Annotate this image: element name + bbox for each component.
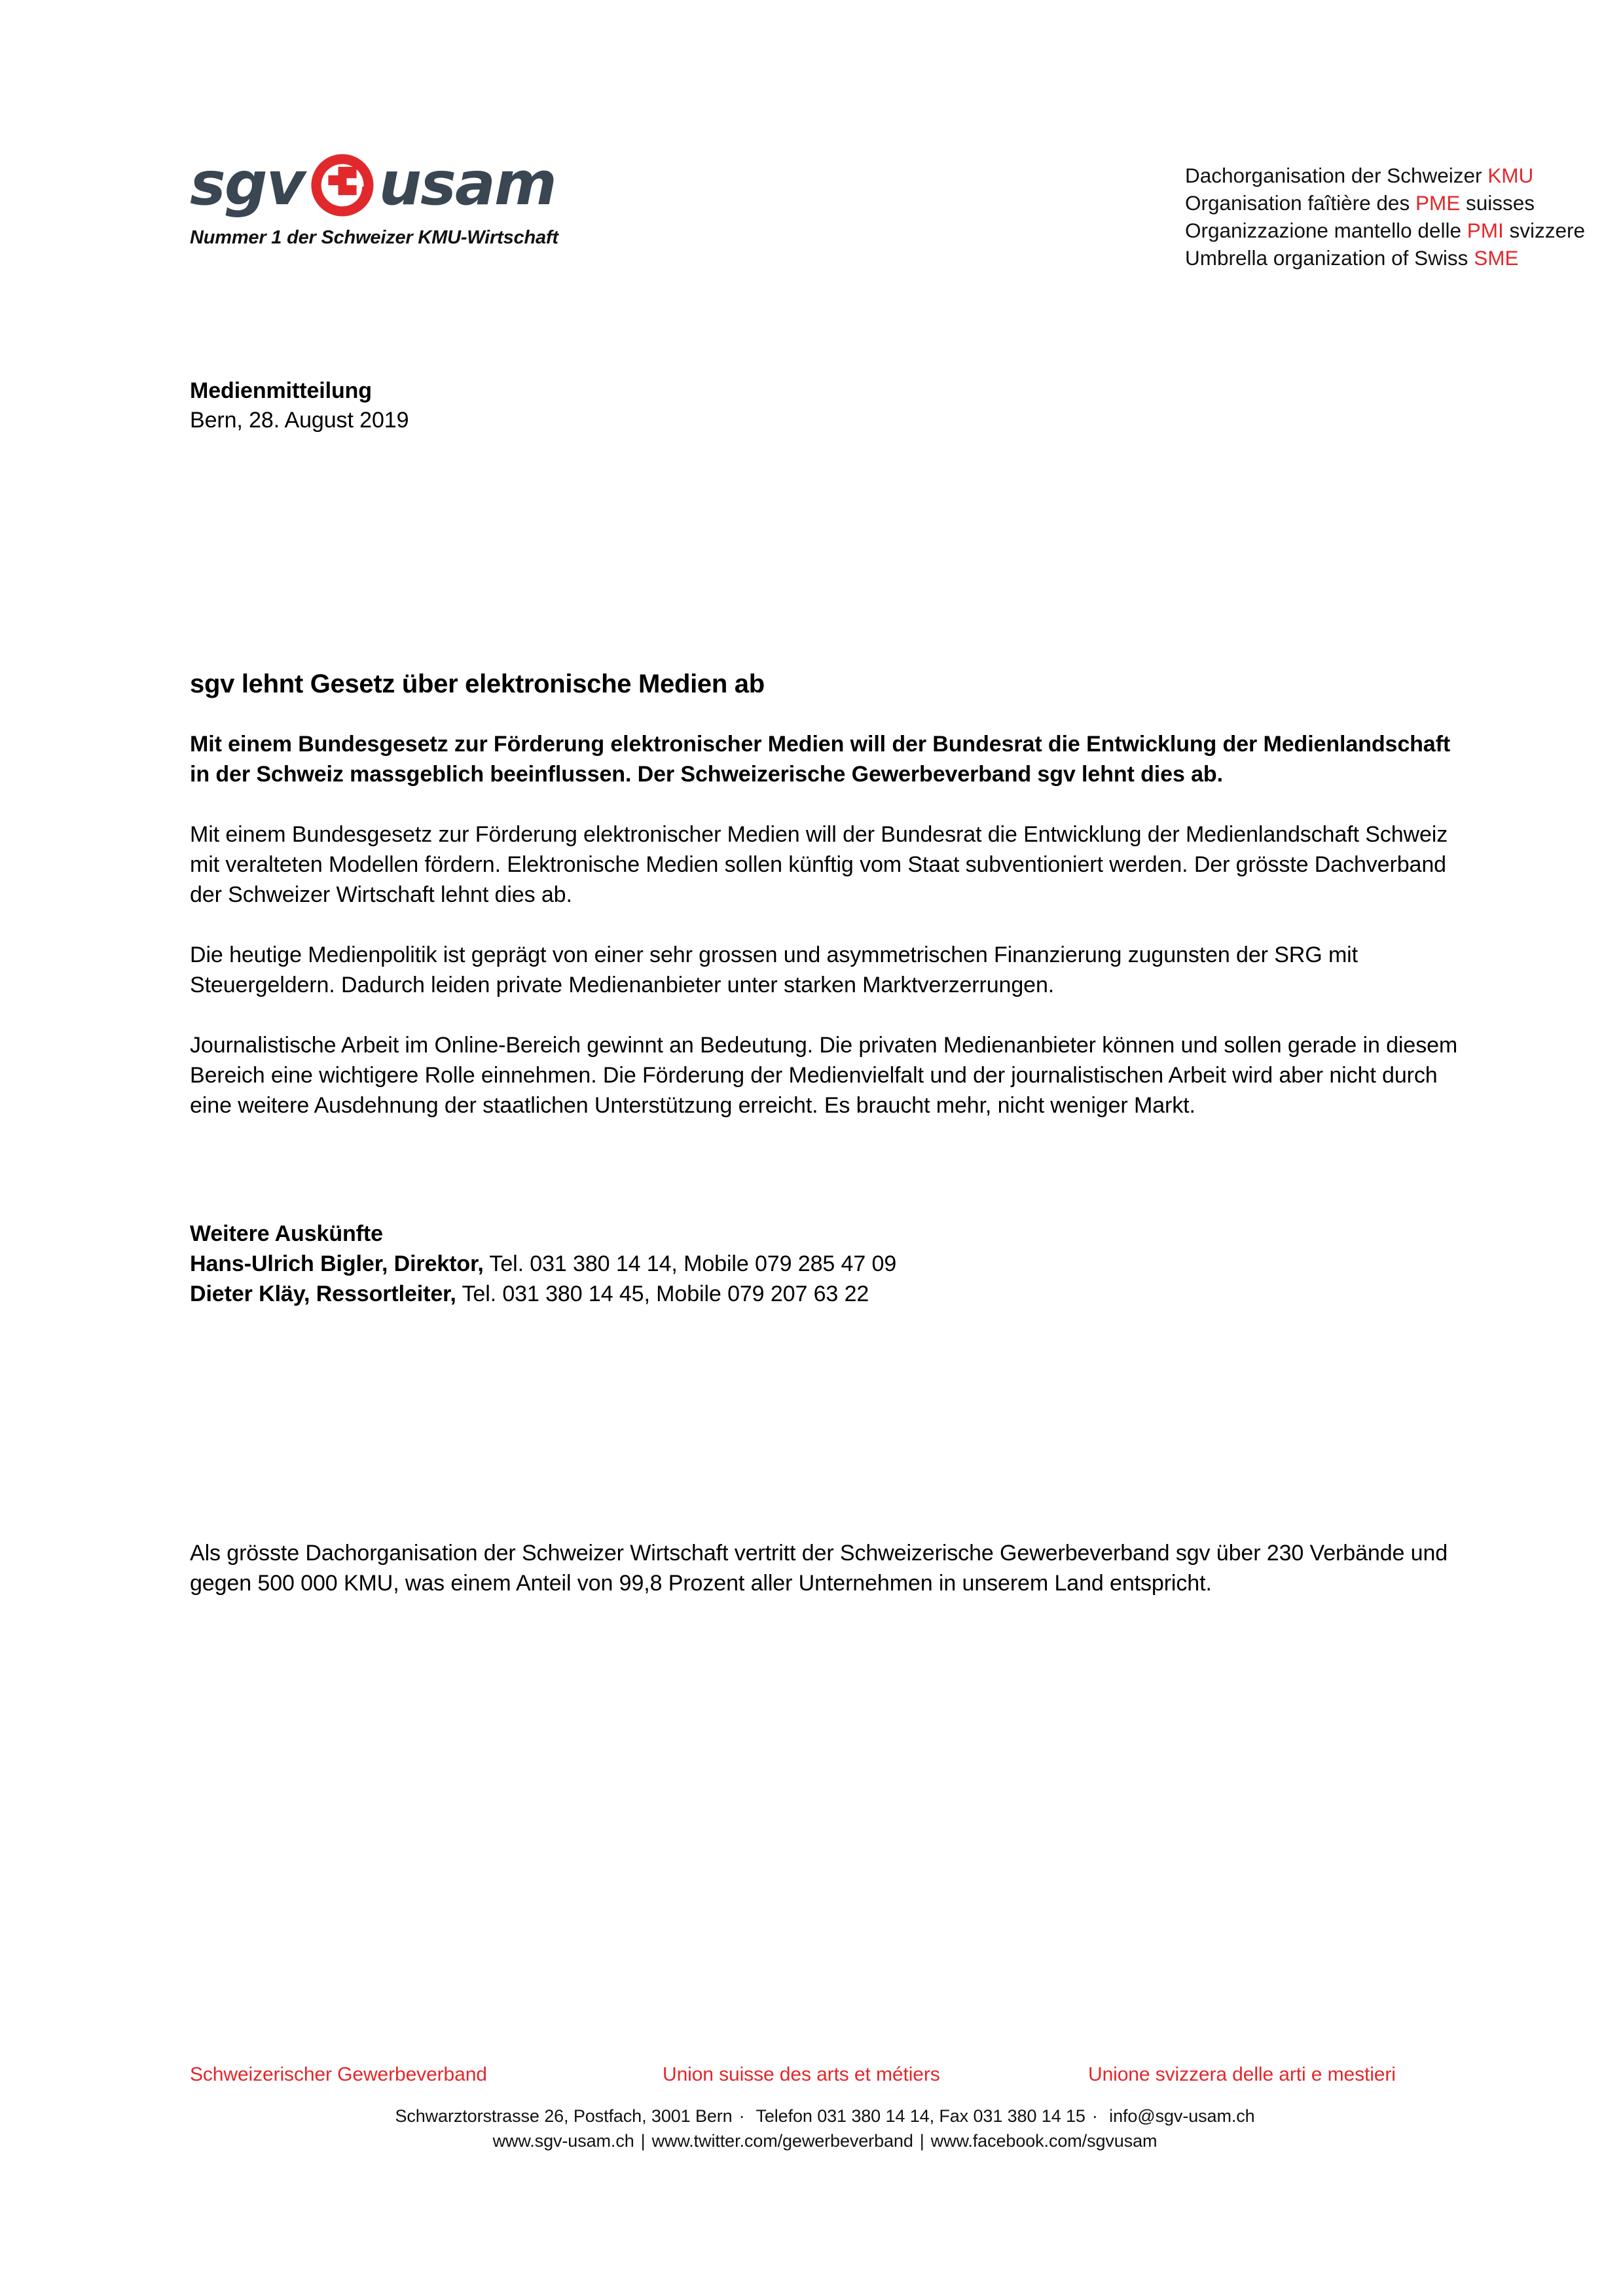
lead-paragraph: Mit einem Bundesgesetz zur Förderung elektronischer Medien will der Bundesrat die Entwicklung der Medienlandschaft in der Schweiz massgeblich beeinflussen. Der Schweizerische Gewerbeverband sgv lehnt dies ab. [190,732,1451,787]
dateline: Bern, 28. August 2019 [190,408,409,433]
footer-name-fr: Union suisse des arts et métiers [663,2064,940,2085]
contacts-heading: Weitere Auskünfte [190,1221,383,1246]
body-paragraph-3: Journalistische Arbeit im Online-Bereich gewinnt an Bedeutung. Die privaten Medienanbieter können und sollen gerade in diesem Bereich eine wichtigere Rolle einnehmen. Die Förderung der Medienvielfalt und der journalistischen Arbeit wird aber nicht durch eine weitere Ausdehnung der staatlichen Unterstützung erreicht. Es braucht mehr, nicht weniger Markt. [190,1033,1458,1118]
contact-person-2-name: Dieter Kläy, Ressortleiter, [190,1282,456,1306]
footer-facebook-link[interactable]: www.facebook.com/sgvusam [930,2131,1158,2151]
footer-organization-names [190,2062,1460,2090]
contact-person-1-details: Tel. 031 380 14 14, Mobile 079 285 47 09 [483,1251,897,1276]
page-header [190,147,1586,285]
language-line-it-highlight: PMI [1467,219,1504,242]
document-type-label: Medienmitteilung [190,378,372,403]
footer-links [190,2128,1460,2153]
language-line-fr-prefix: Organisation faîtière des [1185,191,1415,215]
footer-website-link[interactable]: www.sgv-usam.ch [492,2131,634,2151]
language-line-fr [1185,189,1585,217]
language-line-it-prefix: Organizzazione mantello delle [1185,219,1467,242]
footer-link-separator-1: | [640,2131,646,2151]
logo-text-sgv: sgv [190,149,304,219]
body-paragraph-2: Die heutige Medienpolitik ist geprägt von einer sehr grossen und asymmetrischen Finanzierung zugunsten der SRG mit Steuergeldern. Dadurch leiden private Medienanbieter unter starken Marktverzerrungen. [190,942,1358,997]
footer-link-separator-2: | [919,2131,924,2151]
language-line-en-highlight: SME [1474,246,1519,270]
organization-languages [1185,162,1585,272]
footer-email-link[interactable]: info@sgv-usam.ch [1109,2106,1255,2126]
language-line-en [1185,244,1585,272]
footer-twitter-link[interactable]: www.twitter.com/gewerbeverband [651,2131,913,2151]
page-footer [190,2062,1460,2153]
contact-person-2-details: Tel. 031 380 14 45, Mobile 079 207 63 22 [456,1282,869,1306]
language-line-de-prefix: Dachorganisation der Schweizer [1185,164,1488,187]
footer-separator-1: · [739,2106,745,2126]
boilerplate-paragraph: Als grösste Dachorganisation der Schweizer Wirtschaft vertritt der Schweizerische Gewerbeverband sgv über 230 Verbände und gegen 500 000 KMU, was einem Anteil von 99,8 Prozent aller Unternehmen in unserem Land entspricht. [190,1541,1448,1596]
contact-person-1 [190,1249,1460,1279]
logo-text-usam: usam [378,149,556,219]
footer-phone: Telefon 031 380 14 14, Fax 031 380 14 15 [756,2106,1085,2126]
language-line-de [1185,162,1585,189]
page-title: sgv lehnt Gesetz über elektronische Medien ab [190,670,765,698]
footer-name-de: Schweizerischer Gewerbeverband [190,2064,487,2085]
language-line-en-prefix: Umbrella organization of Swiss [1185,246,1474,270]
contact-person-2 [190,1279,1460,1309]
footer-name-it: Unione svizzera delle arti e mestieri [1088,2064,1396,2085]
footer-street: Schwarztorstrasse 26, Postfach, 3001 Bern [395,2106,733,2126]
logo-wordmark [190,147,583,221]
footer-address [190,2104,1460,2128]
logo-tagline: Nummer 1 der Schweizer KMU-Wirtschaft [190,227,558,248]
sgv-usam-logo [190,147,583,249]
document-body [190,376,1460,1598]
body-paragraph-1: Mit einem Bundesgesetz zur Förderung elektronischer Medien will der Bundesrat die Entwicklung der Medienlandschaft Schweiz mit veralteten Modellen fördern. Elektronische Medien sollen künftig vom Staat subventioniert werden. Der grösste Dachverband der Schweizer Wirtschaft lehnt dies ab. [190,822,1448,907]
contact-person-1-name: Hans-Ulrich Bigler, Direktor, [190,1251,484,1276]
language-line-fr-highlight: PME [1415,191,1461,215]
language-line-it-suffix: svizzere [1503,219,1586,242]
footer-separator-2: · [1091,2106,1098,2126]
language-line-de-highlight: KMU [1487,164,1534,187]
language-line-it [1185,217,1585,244]
swiss-cross-ring-emblem [307,150,378,221]
language-line-fr-suffix: suisses [1460,191,1535,215]
